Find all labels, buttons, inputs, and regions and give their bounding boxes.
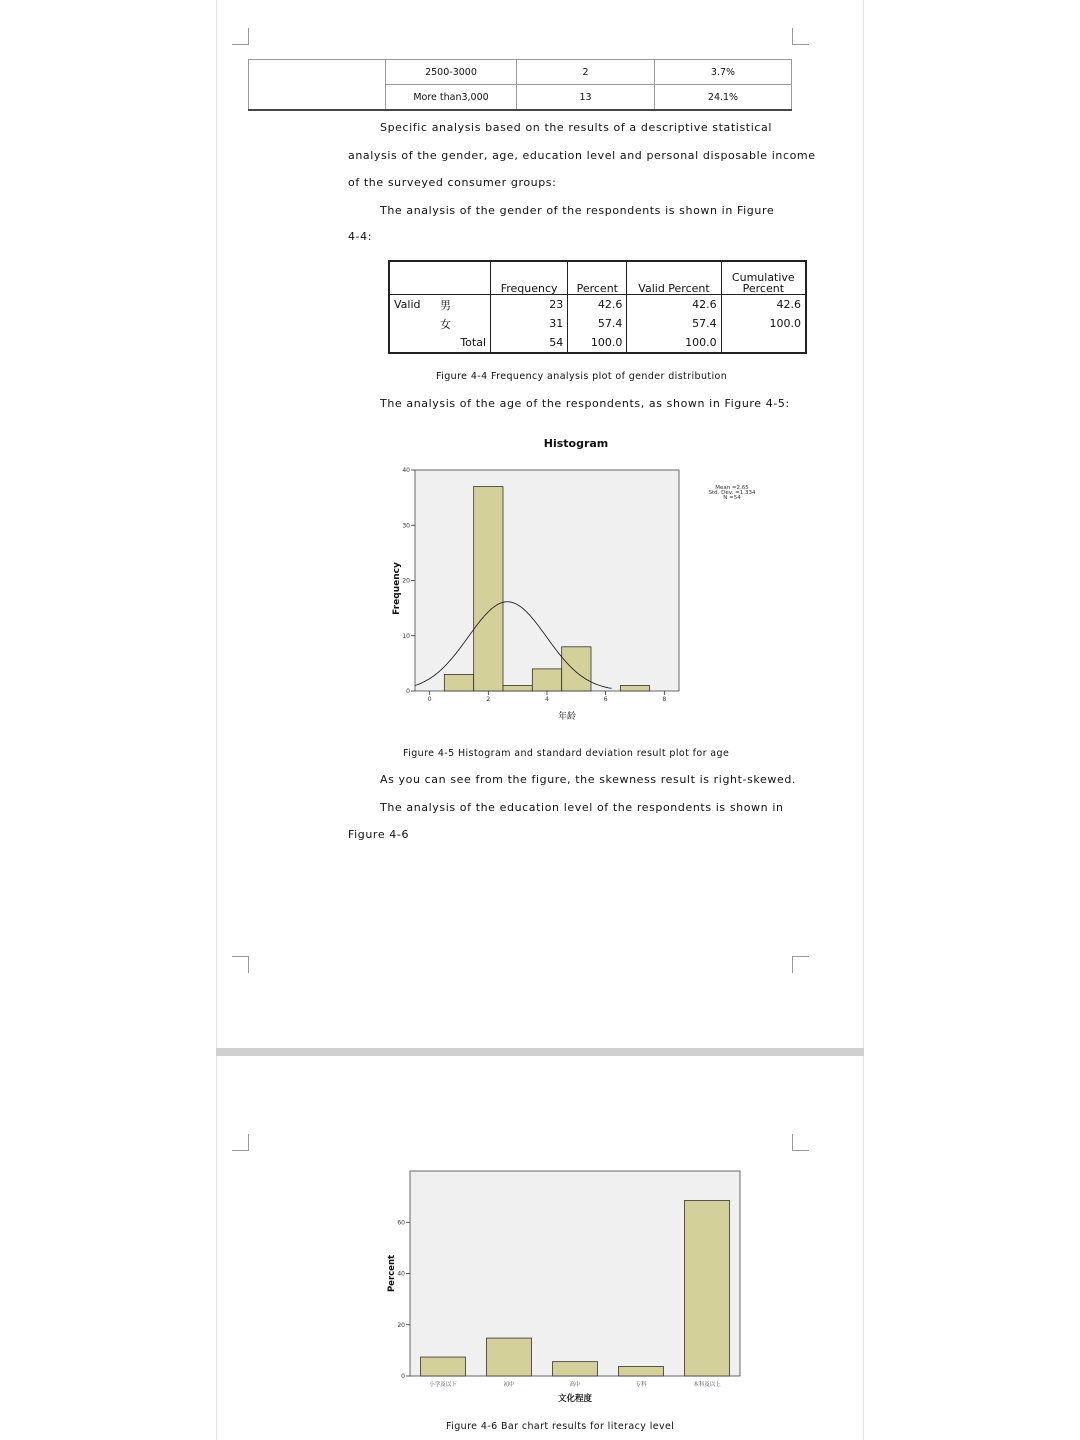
bar — [487, 1338, 532, 1376]
table-cell: 2500-3000 — [386, 60, 517, 85]
x-tick-label: 4 — [545, 696, 549, 703]
bar — [619, 1367, 664, 1376]
column-header: Frequency — [491, 261, 568, 295]
x-tick-label: 6 — [603, 696, 608, 703]
paragraph-line: As you can see from the figure, the skewness result is right-skewed. — [380, 773, 797, 786]
paragraph-line: The analysis of the gender of the respondents is shown in Figure — [380, 204, 775, 217]
y-tick-label: 0 — [406, 688, 410, 695]
figure-caption: Figure 4-4 Frequency analysis plot of gender distribution — [436, 371, 728, 382]
paragraph-line: The analysis of the education level of the respondents is shown in — [380, 801, 784, 814]
margin-mark-top-left-2 — [232, 1134, 249, 1151]
margin-mark-top-left — [232, 28, 249, 45]
x-tick-label: 0 — [427, 696, 432, 703]
column-header-cumulative — [721, 261, 806, 295]
table-cell: More than3,000 — [386, 85, 517, 111]
page-edge-right — [863, 0, 864, 1440]
paragraph-line: analysis of the gender, age, education level and personal disposable income — [348, 149, 816, 162]
table-cell: 24.1% — [655, 85, 792, 111]
y-axis-label: Percent — [387, 1254, 397, 1293]
x-axis-label: 年龄 — [557, 712, 577, 722]
table-cell: 3.7% — [655, 60, 792, 85]
margin-mark-bottom-right — [792, 956, 809, 973]
histogram-title: Histogram — [543, 437, 609, 450]
y-tick-label: 10 — [402, 632, 410, 640]
table-cell: 42.6 — [627, 295, 721, 315]
table-cell — [721, 333, 806, 353]
paragraph-line: The analysis of the age of the respondents, as shown in Figure 4-5: — [380, 397, 790, 410]
column-header-line: Percent — [742, 282, 785, 295]
histogram-bar — [503, 685, 532, 691]
page-edge-left — [216, 0, 217, 1440]
x-tick-label: 高中 — [569, 1382, 581, 1388]
paragraph-line: of the surveyed consumer groups: — [348, 176, 557, 189]
x-tick-label: 8 — [662, 696, 667, 703]
table-header-empty — [389, 261, 491, 295]
table-cell-empty — [389, 333, 436, 353]
histogram-bar — [474, 487, 503, 691]
row-label: 男 — [436, 295, 491, 315]
y-tick-label: 40 — [397, 1270, 405, 1278]
table-cell: 57.4 — [568, 314, 627, 333]
table-row — [389, 295, 806, 315]
table-cell: 100.0 — [769, 317, 801, 330]
table-cell: 54 — [491, 333, 568, 353]
x-tick-label: 专科 — [635, 1382, 647, 1388]
table-row — [389, 333, 806, 353]
education-bar-chart — [380, 1165, 780, 1415]
table-cell: 13 — [517, 85, 655, 111]
histogram-bar — [562, 647, 591, 691]
paragraph-line: Figure 4-6 — [348, 828, 410, 841]
plot-area — [415, 470, 679, 691]
income-table — [248, 59, 792, 111]
paragraph-line: 4-4: — [348, 230, 373, 243]
x-axis-label: 文化程度 — [557, 1394, 593, 1404]
table-cell: 100.0 — [627, 333, 721, 353]
y-tick-label: 0 — [401, 1373, 405, 1380]
table-cell-empty — [389, 314, 436, 333]
histogram-bar — [620, 685, 649, 691]
row-group-label: Valid — [394, 298, 421, 311]
y-tick-label: 20 — [402, 577, 410, 585]
margin-mark-top-right-2 — [792, 1134, 809, 1151]
x-tick-label: 初中 — [503, 1382, 515, 1388]
figure-caption: Figure 4-5 Histogram and standard deviation result plot for age — [403, 748, 730, 759]
x-tick-label: 本科及以上 — [693, 1382, 721, 1388]
table-cell: 23 — [491, 295, 568, 315]
table-cell: 31 — [491, 314, 568, 333]
x-tick-label: 2 — [486, 696, 491, 703]
column-header: Valid Percent — [627, 261, 721, 295]
stats-legend-line: Std. Dev. =1.334 — [708, 490, 756, 496]
bar — [553, 1362, 598, 1376]
paragraph-line: Specific analysis based on the results of a descriptive statistical — [380, 121, 773, 134]
table-row — [249, 60, 792, 85]
x-tick-label: 小学及以下 — [429, 1382, 457, 1388]
right-margin-area — [864, 0, 1080, 1440]
row-label: Total — [436, 333, 491, 353]
table-header-row — [389, 261, 806, 295]
table-row — [389, 314, 806, 333]
stats-legend-line: N =54 — [723, 495, 741, 501]
gender-frequency-table — [388, 260, 807, 354]
stats-legend-line: Mean =2.65 — [715, 485, 749, 491]
histogram-bar — [444, 674, 473, 691]
margin-mark-top-right — [792, 28, 809, 45]
table-cell: 57.4 — [627, 314, 721, 333]
figure-caption: Figure 4-6 Bar chart results for literacy level — [446, 1421, 675, 1432]
table-cell: 100.0 — [568, 333, 627, 353]
histogram-chart — [380, 462, 800, 722]
y-tick-label: 40 — [402, 467, 410, 474]
column-header: Percent — [568, 261, 627, 295]
left-margin-area — [0, 0, 216, 1440]
histogram-bar — [532, 669, 561, 691]
y-tick-label: 20 — [397, 1321, 405, 1329]
table-cell: 2 — [517, 60, 655, 85]
y-tick-label: 60 — [397, 1219, 405, 1227]
table-cell: 42.6 — [776, 298, 801, 311]
column-header-line: Cumulative — [731, 271, 795, 284]
bar — [421, 1357, 466, 1376]
y-tick-label: 30 — [402, 522, 410, 530]
row-label: 女 — [436, 314, 491, 333]
y-axis-label: Frequency — [392, 562, 402, 615]
page-break-gap — [216, 1048, 864, 1056]
bar — [685, 1200, 730, 1376]
margin-mark-bottom-left — [232, 956, 249, 973]
table-cell-empty — [249, 60, 386, 111]
table-cell: 42.6 — [568, 295, 627, 315]
